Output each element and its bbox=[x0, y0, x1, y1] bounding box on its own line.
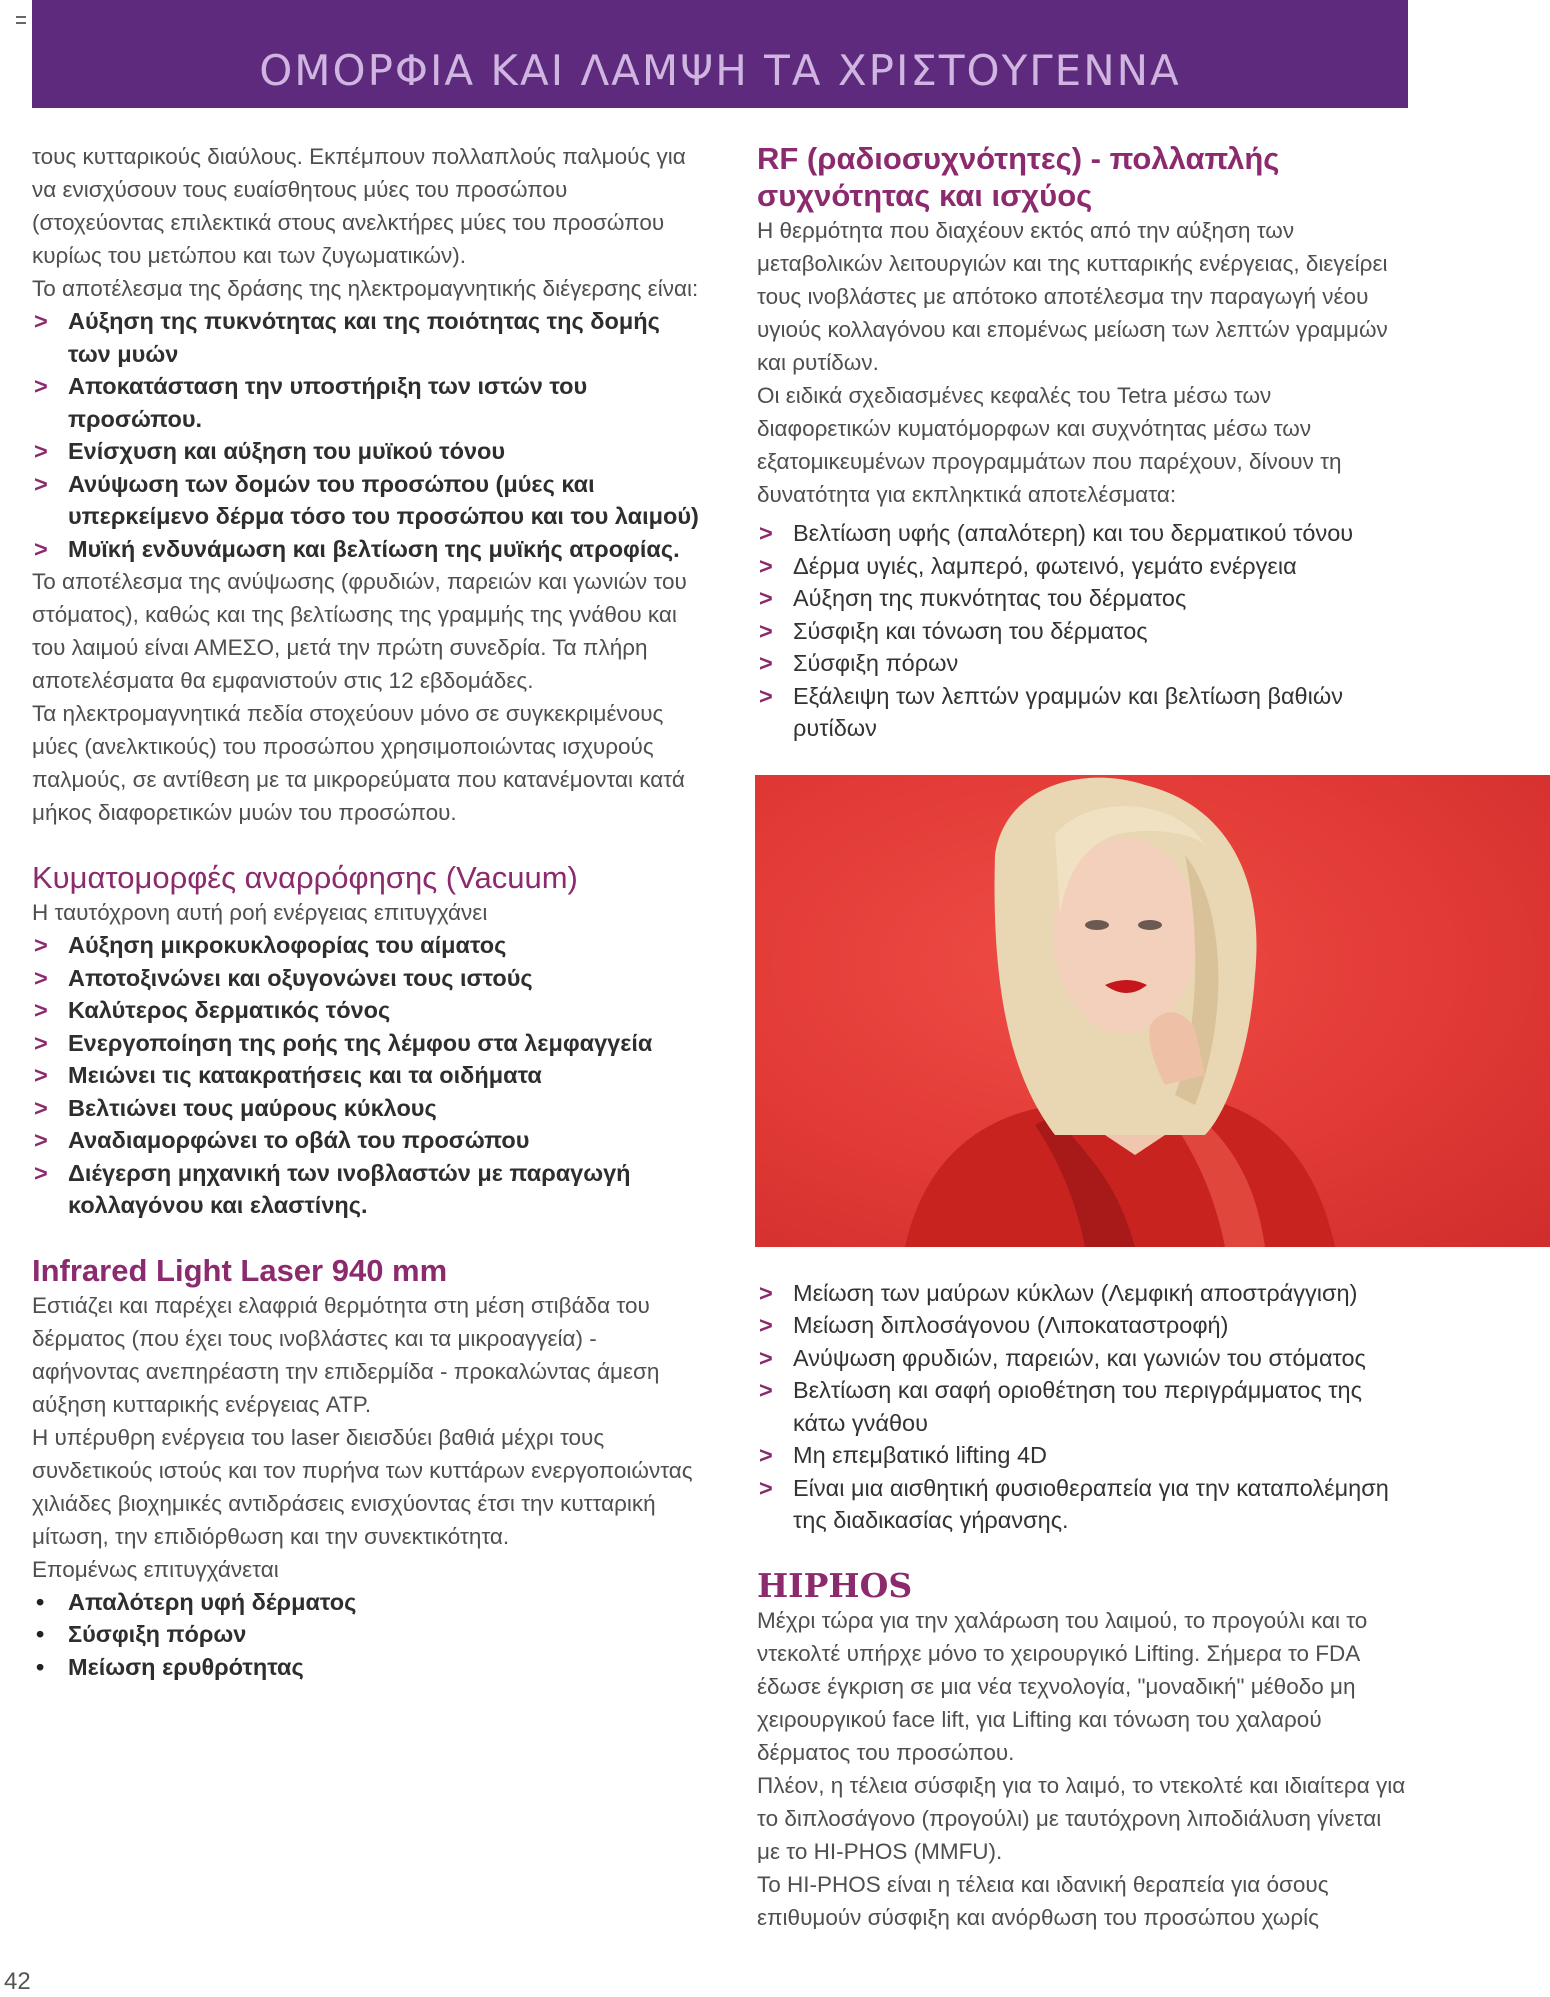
paragraph: Η ταυτόχρονη αυτή ροή ενέργειας επιτυγχάνει bbox=[32, 900, 488, 925]
list-item: > Δέρμα υγιές, λαμπερό, φωτεινό, γεμάτο ενέργεια bbox=[757, 550, 1407, 583]
page-number: 42 bbox=[4, 1968, 31, 1995]
arrow-icon: > bbox=[759, 617, 773, 644]
header-banner bbox=[32, 0, 1408, 108]
arrow-icon: > bbox=[759, 1344, 773, 1371]
arrow-icon: > bbox=[759, 682, 773, 709]
list-item: > Μειώνει τις κατακρατήσεις και τα οιδήματα bbox=[32, 1059, 702, 1092]
paragraph: Μέχρι τώρα για την χαλάρωση του λαιμού, το προγούλι και το ντεκολτέ υπήρχε μόνο το χειρουργικό Lifting. Σήμερα το FDA έδωσε έγκριση σε μια νέα τεχνολογία, "μοναδική" μέθοδο μη χειρουργικού face lift, για Lifting και τόνωση του χαλαρού δέρματος του προσώπου. bbox=[757, 1607, 1368, 1765]
arrow-icon: > bbox=[34, 535, 48, 562]
paragraph: Το HI-PHOS είναι η τέλεια και ιδανική θεραπεία για όσους επιθυμούν σύσφιξη και ανόρθωση του προσώπου χωρίς bbox=[757, 1871, 1329, 1930]
vacuum-list bbox=[32, 929, 702, 1222]
paragraph: Τα ηλεκτρομαγνητικά πεδία στοχεύουν μόνο σε συγκεκριμένους μύες (ανελκτικούς) του προσώπου χρησιμοποιώντας ισχυρούς παλμούς, σε αντίθεση με τα μικρορεύματα που κατανέμονται κατά μήκος διαφορετικών μυών του προσώπου. bbox=[32, 701, 685, 825]
arrow-icon: > bbox=[759, 1312, 773, 1338]
list-item: > Καλύτερος δερματικός τόνος bbox=[32, 994, 702, 1027]
arrow-icon: > bbox=[759, 1279, 773, 1306]
list-item: > Ενεργοποίηση της ροής της λέμφου στα λεμφαγγεία bbox=[32, 1027, 702, 1060]
section-heading-vacuum: Κυματομορφές αναρρόφησης (Vacuum) bbox=[32, 860, 578, 895]
right-column bbox=[757, 140, 1407, 1934]
list-item: > Αύξηση μικροκυκλοφορίας του αίματος bbox=[32, 929, 702, 962]
arrow-icon: > bbox=[759, 585, 773, 611]
list-item: > Είναι μια αισθητική φυσιοθεραπεία για την καταπολέμηση της διαδικασίας γήρανσης. bbox=[757, 1472, 1407, 1537]
portrait-illustration bbox=[755, 775, 1550, 1247]
list-item: > Διέγερση μηχανική των ινοβλαστών με παραγωγή κολλαγόνου και ελαστίνης. bbox=[32, 1157, 702, 1222]
list-item: • Απαλότερη υφή δέρματος bbox=[32, 1586, 702, 1619]
section-heading-laser: Infrared Light Laser 940 mm bbox=[32, 1252, 448, 1288]
list-item: > Βελτίωση υφής (απαλότερη) και του δερματικού τόνου bbox=[757, 517, 1407, 550]
menu-icon bbox=[16, 16, 26, 24]
list-item: > Μη επεμβατικό lifting 4D bbox=[757, 1439, 1407, 1472]
arrow-icon: > bbox=[759, 520, 773, 546]
list-item: > Αύξηση της πυκνότητας και της ποιότητας της δομής των μυών bbox=[32, 305, 702, 370]
list-item: > Ενίσχυση και αύξηση του μυϊκού τόνου bbox=[32, 435, 702, 468]
list-item: > Σύσφιξη και τόνωση του δέρματος bbox=[757, 615, 1407, 648]
bullet-icon: • bbox=[36, 1588, 45, 1615]
page-title: ΟΜΟΡΦΙΑ ΚΑΙ ΛΑΜΨΗ ΤΑ ΧΡΙΣΤΟΥΓΕΝΝΑ bbox=[259, 46, 1181, 95]
arrow-icon: > bbox=[34, 932, 48, 958]
rf-list bbox=[757, 517, 1407, 745]
list-item: > Αναδιαμορφώνει το οβάλ του προσώπου bbox=[32, 1124, 702, 1157]
arrow-icon: > bbox=[34, 308, 48, 334]
arrow-icon: > bbox=[759, 552, 773, 579]
paragraph: Το αποτέλεσμα της δράσης της ηλεκτρομαγνητικής διέγερσης είναι: bbox=[32, 276, 699, 301]
arrow-icon: > bbox=[759, 1377, 773, 1403]
paragraph: Επομένως επιτυγχάνεται bbox=[32, 1556, 279, 1582]
arrow-icon: > bbox=[759, 1474, 773, 1501]
paragraph: Οι ειδικά σχεδιασμένες κεφαλές του Tetra μέσω των διαφορετικών κυματόμορφων και συχνότητας μέσω των εξατομικευμένων προγραμμάτων που παρέχουν, δίνουν τη δυνατότητα για εκπληκτικά αποτελέσματα: bbox=[757, 383, 1342, 507]
paragraph: Το αποτέλεσμα της ανύψωσης (φρυδιών, παρειών και γωνιών του στόματος), καθώς και της βελτίωσης της γραμμής της γνάθου και του λαιμού είναι ΑΜΕΣΟ, μετά την πρώτη συνεδρία. Τα πλήρη αποτελέσματα θα εμφανιστούν στις 12 εβδομάδες. bbox=[32, 569, 687, 693]
paragraph: τους κυτταρικούς διαύλους. Εκπέμπουν πολλαπλούς παλμούς για να ενισχύσουν τους ευαίσθητους μύες του προσώπου (στοχεύοντας επιλεκτικά στους ανελκτήρες μύες του προσώπου κυρίως του μετώπου και των ζυγωματικών). bbox=[32, 144, 686, 268]
arrow-icon: > bbox=[34, 1159, 48, 1186]
list-item: • Μείωση ερυθρότητας bbox=[32, 1651, 702, 1684]
arrow-icon: > bbox=[34, 373, 48, 399]
list-item: > Μείωση διπλοσάγονου (Λιποκαταστροφή) bbox=[757, 1309, 1407, 1342]
arrow-icon: > bbox=[34, 964, 48, 991]
list-item: > Βελτίωση και σαφή οριοθέτηση του περιγράμματος της κάτω γνάθου bbox=[757, 1374, 1407, 1439]
list-item: > Αύξηση της πυκνότητας του δέρματος bbox=[757, 582, 1407, 615]
list-item: > Ανύψωση των δομών του προσώπου (μύες και υπερκείμενο δέρμα τόσο του προσώπου και του λαιμού) bbox=[32, 468, 702, 533]
list-item: • Σύσφιξη πόρων bbox=[32, 1618, 702, 1651]
arrow-icon: > bbox=[759, 650, 773, 676]
list-item: > Εξάλειψη των λεπτών γραμμών και βελτίωση βαθιών ρυτίδων bbox=[757, 680, 1407, 745]
paragraph: Η θερμότητα που διαχέουν εκτός από την αύξηση των μεταβολικών λειτουργιών και της κυτταρικής ενέργειας, διεγείρει τους ινοβλάστες με απότοκο αποτέλεσμα την παραγωγή νέου υγιούς κολλαγόνου και επομένως μείωση των λεπτών γραμμών και ρυτίδων. bbox=[757, 218, 1388, 375]
list-item: > Βελτιώνει τους μαύρους κύκλους bbox=[32, 1092, 702, 1125]
arrow-icon: > bbox=[34, 1127, 48, 1153]
arrow-icon: > bbox=[759, 1442, 773, 1468]
list-item: > Αποτοξινώνει και οξυγονώνει τους ιστούς bbox=[32, 962, 702, 995]
portrait-photo bbox=[755, 775, 1550, 1247]
effects-list bbox=[32, 305, 702, 565]
paragraph: Πλέον, η τέλεια σύσφιξη για το λαιμό, το ντεκολτέ και ιδιαίτερα για το διπλοσάγονο (προγούλι) με ταυτόχρονη λιποδιάλυση γίνεται με το HI-PHOS (MMFU). bbox=[757, 1772, 1406, 1864]
arrow-icon: > bbox=[34, 438, 48, 464]
section-heading-hiphos: HIPHOS bbox=[757, 1565, 913, 1605]
list-item: > Αποκατάσταση την υποστήριξη των ιστών του προσώπου. bbox=[32, 370, 702, 435]
list-item: > Μείωση των μαύρων κύκλων (Λεμφική αποστράγγιση) bbox=[757, 1277, 1407, 1310]
photo-list bbox=[757, 1277, 1407, 1537]
arrow-icon: > bbox=[34, 1094, 48, 1121]
bullet-icon: • bbox=[36, 1653, 45, 1680]
laser-list bbox=[32, 1586, 702, 1684]
bullet-icon: • bbox=[36, 1621, 45, 1647]
arrow-icon: > bbox=[34, 1062, 48, 1088]
list-item: > Μυϊκή ενδυνάμωση και βελτίωση της μυϊκής ατροφίας. bbox=[32, 533, 702, 566]
paragraph: Η υπέρυθρη ενέργεια του laser διεισδύει βαθιά μέχρι τους συνδετικούς ιστούς και τον πυρήνα των κυττάρων ενεργοποιώντας χιλιάδες βιοχημικές αντιδράσεις ενισχύοντας έτσι την κυτταρική μίτωση, την επιδιόρθωση και την συνεκτικότητα. bbox=[32, 1424, 693, 1549]
paragraph: Εστιάζει και παρέχει ελαφριά θερμότητα στη μέση στιβάδα του δέρματος (που έχει τους ινοβλάστες και τα μικροαγγεία) - αφήνοντας ανεπηρέαστη την επιδερμίδα - προκαλώντας άμεση αύξηση κυτταρικής ενέργειας ATP. bbox=[32, 1292, 660, 1417]
section-heading-rf: RF (ραδιοσυχνότητες) - πολλαπλής συχνότητας και ισχύος bbox=[757, 141, 1280, 213]
list-item: > Ανύψωση φρυδιών, παρειών, και γωνιών του στόματος bbox=[757, 1342, 1407, 1375]
left-column bbox=[32, 140, 702, 1683]
arrow-icon: > bbox=[34, 1029, 48, 1056]
arrow-icon: > bbox=[34, 997, 48, 1023]
list-item: > Σύσφιξη πόρων bbox=[757, 647, 1407, 680]
arrow-icon: > bbox=[34, 470, 48, 497]
